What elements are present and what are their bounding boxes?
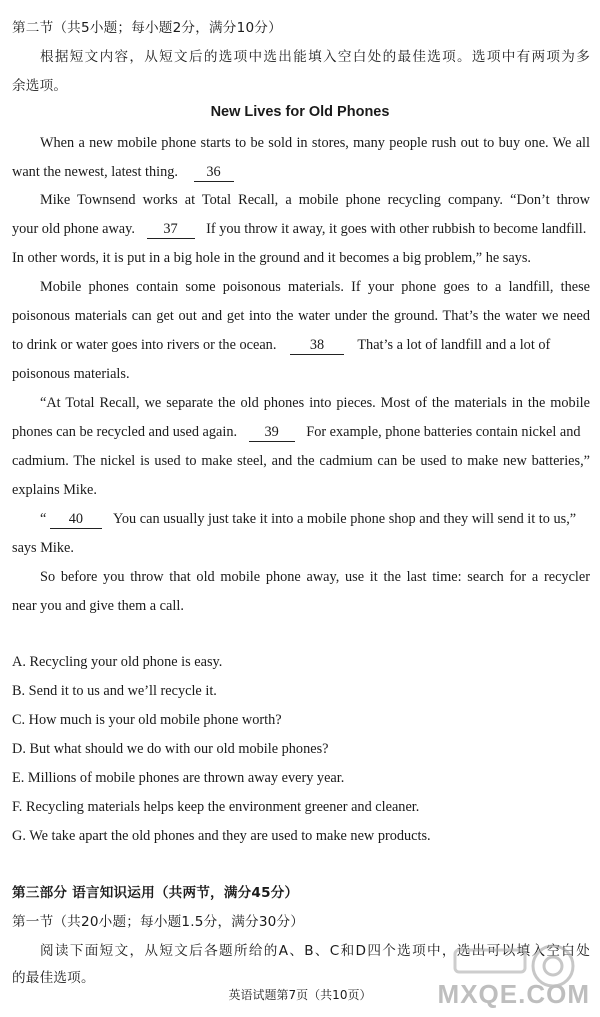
blank-37: 37 bbox=[147, 221, 195, 239]
passage-line: explains Mike. bbox=[12, 482, 97, 498]
option-b: B. Send it to us and we’ll recycle it. bbox=[12, 683, 217, 699]
watermark-logo bbox=[415, 928, 590, 1012]
part-instruction-line-2: 的最佳选项。 bbox=[12, 970, 95, 986]
option-f: F. Recycling materials helps keep the environment greener and cleaner. bbox=[12, 799, 420, 815]
passage-line bbox=[40, 509, 590, 529]
passage-text: That’s a lot of landfill and a lot of bbox=[357, 337, 551, 353]
part-instruction-line-1: 阅读下面短文，从短文后各题所给的A、B、C和D四个选项中，选出可以填入空白处 bbox=[40, 943, 590, 959]
passage-line: When a new mobile phone starts to be sold in stores, many people rush out to buy one. We all bbox=[40, 135, 590, 151]
passage-line: near you and give them a call. bbox=[12, 598, 184, 614]
passage-line bbox=[12, 219, 590, 239]
passage-text: “ bbox=[40, 511, 47, 527]
blank-36: 36 bbox=[194, 164, 234, 182]
passage-text: For example, phone batteries contain nickel and bbox=[306, 424, 581, 440]
passage-text: to drink or water goes into rivers or the ocean. bbox=[12, 337, 277, 353]
sub-section-heading: 第一节（共20小题；每小题1.5分，满分30分） bbox=[12, 914, 305, 930]
option-d: D. But what should we do with our old mobile phones? bbox=[12, 741, 329, 757]
option-a: A. Recycling your old phone is easy. bbox=[12, 654, 223, 670]
passage-line: cadmium. The nickel is used to make steel, and the cadmium can be used to make new batteries,” bbox=[12, 453, 590, 469]
passage-text: You can usually just take it into a mobile phone shop and they will send it to us,” bbox=[112, 511, 577, 527]
passage-line bbox=[12, 422, 590, 442]
part-heading: 第三部分 语言知识运用（共两节，满分45分） bbox=[12, 885, 299, 901]
passage-line: Mike Townsend works at Total Recall, a mobile phone recycling company. “Don’t throw bbox=[40, 192, 590, 208]
blank-40: 40 bbox=[50, 511, 102, 529]
section-heading: 第二节（共5小题；每小题2分，满分10分） bbox=[12, 20, 282, 36]
passage-line: In other words, it is put in a big hole in the ground and it becomes a big problem,” he says. bbox=[12, 250, 531, 266]
passage-line bbox=[12, 162, 590, 182]
option-g: G. We take apart the old phones and they are used to make new products. bbox=[12, 828, 431, 844]
blank-39: 39 bbox=[249, 424, 295, 442]
page-footer: 英语试题第7页（共10页） bbox=[228, 988, 372, 1002]
passage-line: poisonous materials can get out and get into the water under the ground. That’s the water we need bbox=[12, 308, 590, 324]
passage-line: So before you throw that old mobile phone away, use it the last time: search for a recycler bbox=[40, 569, 590, 585]
section-instruction-line-1: 根据短文内容，从短文后的选项中选出能填入空白处的最佳选项。选项中有两项为多 bbox=[40, 49, 590, 65]
passage-line bbox=[12, 335, 590, 355]
passage-text: phones can be recycled and used again. bbox=[12, 424, 238, 440]
passage-title: New Lives for Old Phones bbox=[210, 104, 390, 120]
passage-text: want the newest, latest thing. bbox=[12, 164, 178, 180]
watermark-text: MXQE.COM bbox=[437, 979, 590, 1009]
passage-line: Mobile phones contain some poisonous materials. If your phone goes to a landfill, these bbox=[40, 279, 590, 295]
blank-38: 38 bbox=[290, 337, 344, 355]
passage-text: your old phone away. bbox=[12, 221, 135, 237]
passage-line: says Mike. bbox=[12, 540, 74, 556]
option-e: E. Millions of mobile phones are thrown away every year. bbox=[12, 770, 345, 786]
passage-line: “At Total Recall, we separate the old phones into pieces. Most of the materials in the mobile bbox=[40, 395, 590, 411]
passage-text: If you throw it away, it goes with other rubbish to become landfill. bbox=[206, 221, 587, 237]
option-c: C. How much is your old mobile phone worth? bbox=[12, 712, 282, 728]
passage-line: poisonous materials. bbox=[12, 366, 130, 382]
section-instruction-line-2: 余选项。 bbox=[12, 78, 68, 94]
